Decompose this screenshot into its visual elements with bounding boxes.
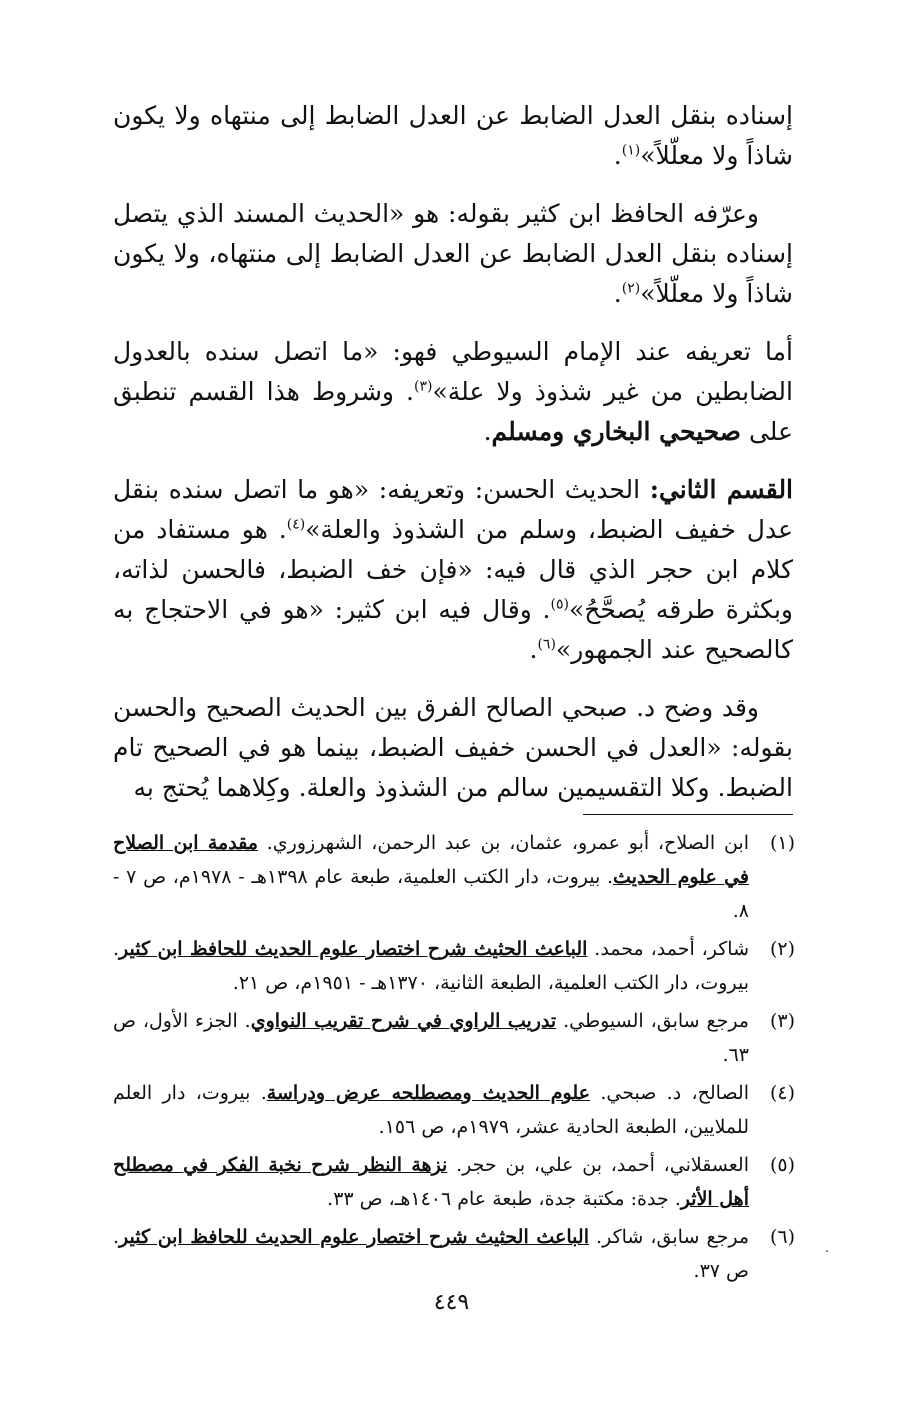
footnote-item — [113, 1076, 795, 1144]
footnote-text — [113, 1076, 749, 1144]
paragraph-5 — [113, 688, 793, 808]
footnote-text — [113, 1148, 749, 1216]
footnote-publication: . بيروت، دار الكتب العلمية، طبعة عام ١٣٩٨هـ - ١٩٧٨م، ص ٧ - ٨. — [113, 866, 749, 922]
footnote-title: علوم الحديث ومصطلحه عرض ودراسة — [266, 1082, 590, 1104]
scan-speck — [826, 1250, 828, 1252]
paragraph-text: . — [613, 279, 622, 308]
footnote-title: نزهة النظر شرح نخبة الفكر في مصطلح أهل الأثر — [113, 1154, 749, 1210]
footnote-author: ابن الصلاح، أبو عمرو، عثمان، بن عبد الرحمن، الشهرزوري. — [258, 832, 750, 854]
footnote-publication: . بيروت، دار الكتب العلمية، الطبعة الثانية، ١٣٧٠هـ - ١٩٥١م، ص ٢١. — [113, 938, 749, 994]
footnote-ref: (٣) — [414, 378, 433, 395]
footnote-number: (١) — [769, 832, 795, 854]
footnote-item — [113, 1004, 795, 1072]
footnote-ref: (٤) — [286, 516, 306, 533]
footnote-item — [113, 826, 795, 928]
footnote-publication: . جدة: مكتبة جدة، طبعة عام ١٤٠٦هـ، ص ٣٣. — [327, 1188, 681, 1210]
paragraph-text: الحديث الحسن: وتعريفه: «هو ما اتصل سنده بنقل عدل خفيف الضبط، وسلم من الشذوذ والعلة» — [113, 475, 793, 544]
footnote-author: مرجع سابق، شاكر. — [588, 1226, 749, 1248]
footnote-publication: . الجزء الأول، ص ٦٣. — [113, 1010, 749, 1066]
paragraph-text: أما تعريفه عند الإمام السيوطي فهو: «ما اتصل سنده بالعدول الضابطين من غير شذوذ ولا علة» — [113, 337, 793, 406]
main-text — [113, 96, 793, 826]
paragraph-text: . — [613, 141, 622, 170]
footnote-item — [113, 1220, 795, 1288]
footnote-number: (٤) — [769, 1082, 795, 1104]
paragraph-2 — [113, 194, 793, 314]
paragraph-3 — [113, 332, 793, 452]
footnote-title: تدريب الراوي في شرح تقريب النواوي — [250, 1010, 557, 1032]
footnote-title: الباعث الحثيث شرح اختصار علوم الحديث للحافظ ابن كثير — [119, 1226, 589, 1248]
footnotes — [113, 826, 795, 1292]
footnote-publication: . بيروت، دار العلم للملايين، الطبعة الحادية عشر، ١٩٧٩م، ص ١٥٦. — [113, 1082, 749, 1138]
paragraph-4 — [113, 470, 793, 670]
footnote-separator — [583, 814, 793, 815]
footnote-text — [113, 826, 749, 928]
footnote-author: العسقلاني، أحمد، بن علي، بن حجر. — [447, 1154, 750, 1176]
footnote-number: (٦) — [769, 1226, 795, 1248]
paragraph-text: وعرّفه الحافظ ابن كثير بقوله: هو «الحديث المسند الذي يتصل إسناده بنقل العدل الضابط عن العدل الضابط إلى منتهاه، ولا يكون شاذاً ولا معلّلاً» — [113, 199, 793, 308]
footnote-number: (٣) — [769, 1010, 795, 1032]
paragraph-text: . — [529, 635, 538, 664]
footnote-number: (٢) — [769, 938, 795, 960]
section-lead: القسم الثاني: — [649, 475, 794, 504]
footnote-author: شاكر، أحمد، محمد. — [587, 938, 749, 960]
paragraph-text: . وقال فيه ابن كثير: «هو في الاحتجاج به كالصحيح عند الجمهور» — [113, 595, 793, 664]
footnote-number: (٥) — [769, 1154, 795, 1176]
footnote-item — [113, 1148, 795, 1216]
page-number: ٤٤٩ — [433, 1290, 470, 1315]
paragraph-text: إسناده بنقل العدل الضابط عن العدل الضابط إلى منتهاه ولا يكون شاذاً ولا معلّلاً» — [113, 101, 793, 170]
footnote-ref: (١) — [621, 142, 641, 159]
footnote-author: الصالح، د. صبحي. — [590, 1082, 749, 1104]
paragraph-text: . — [483, 417, 492, 446]
paragraph-text: وقد وضح د. صبحي الصالح الفرق بين الحديث الصحيح والحسن بقوله: «العدل في الحسن خفيف الضبط، بينما هو في الصحيح تام الضبط. وكلا التقسيمين سالم من الشذوذ والعلة. وكِلاهما يُحتج به — [113, 693, 793, 802]
footnote-publication: . ص ٣٧. — [113, 1226, 749, 1282]
footnote-ref: (٦) — [537, 636, 556, 653]
footnote-ref: (٥) — [550, 596, 569, 613]
footnote-text — [113, 932, 749, 1000]
emphasis-text: صحيحي البخاري ومسلم — [491, 417, 742, 446]
paragraph-text: . هو مستفاد من كلام ابن حجر الذي قال فيه: «فإن خف الضبط، فالحسن لذاته، وبكثرة طرقه يُصحَّحُ» — [113, 515, 793, 624]
footnote-author: مرجع سابق، السيوطي. — [556, 1010, 749, 1032]
footnote-text — [113, 1004, 749, 1072]
footnote-item — [113, 932, 795, 1000]
footnote-text — [113, 1220, 749, 1288]
paragraph-text: . وشروط هذا القسم تنطبق على — [113, 377, 793, 446]
footnote-title: الباعث الحثيث شرح اختصار علوم الحديث للحافظ ابن كثير — [119, 938, 588, 960]
paragraph-1 — [113, 96, 793, 176]
footnote-title: مقدمة ابن الصلاح في علوم الحديث — [113, 832, 749, 888]
footnote-ref: (٢) — [621, 280, 641, 297]
